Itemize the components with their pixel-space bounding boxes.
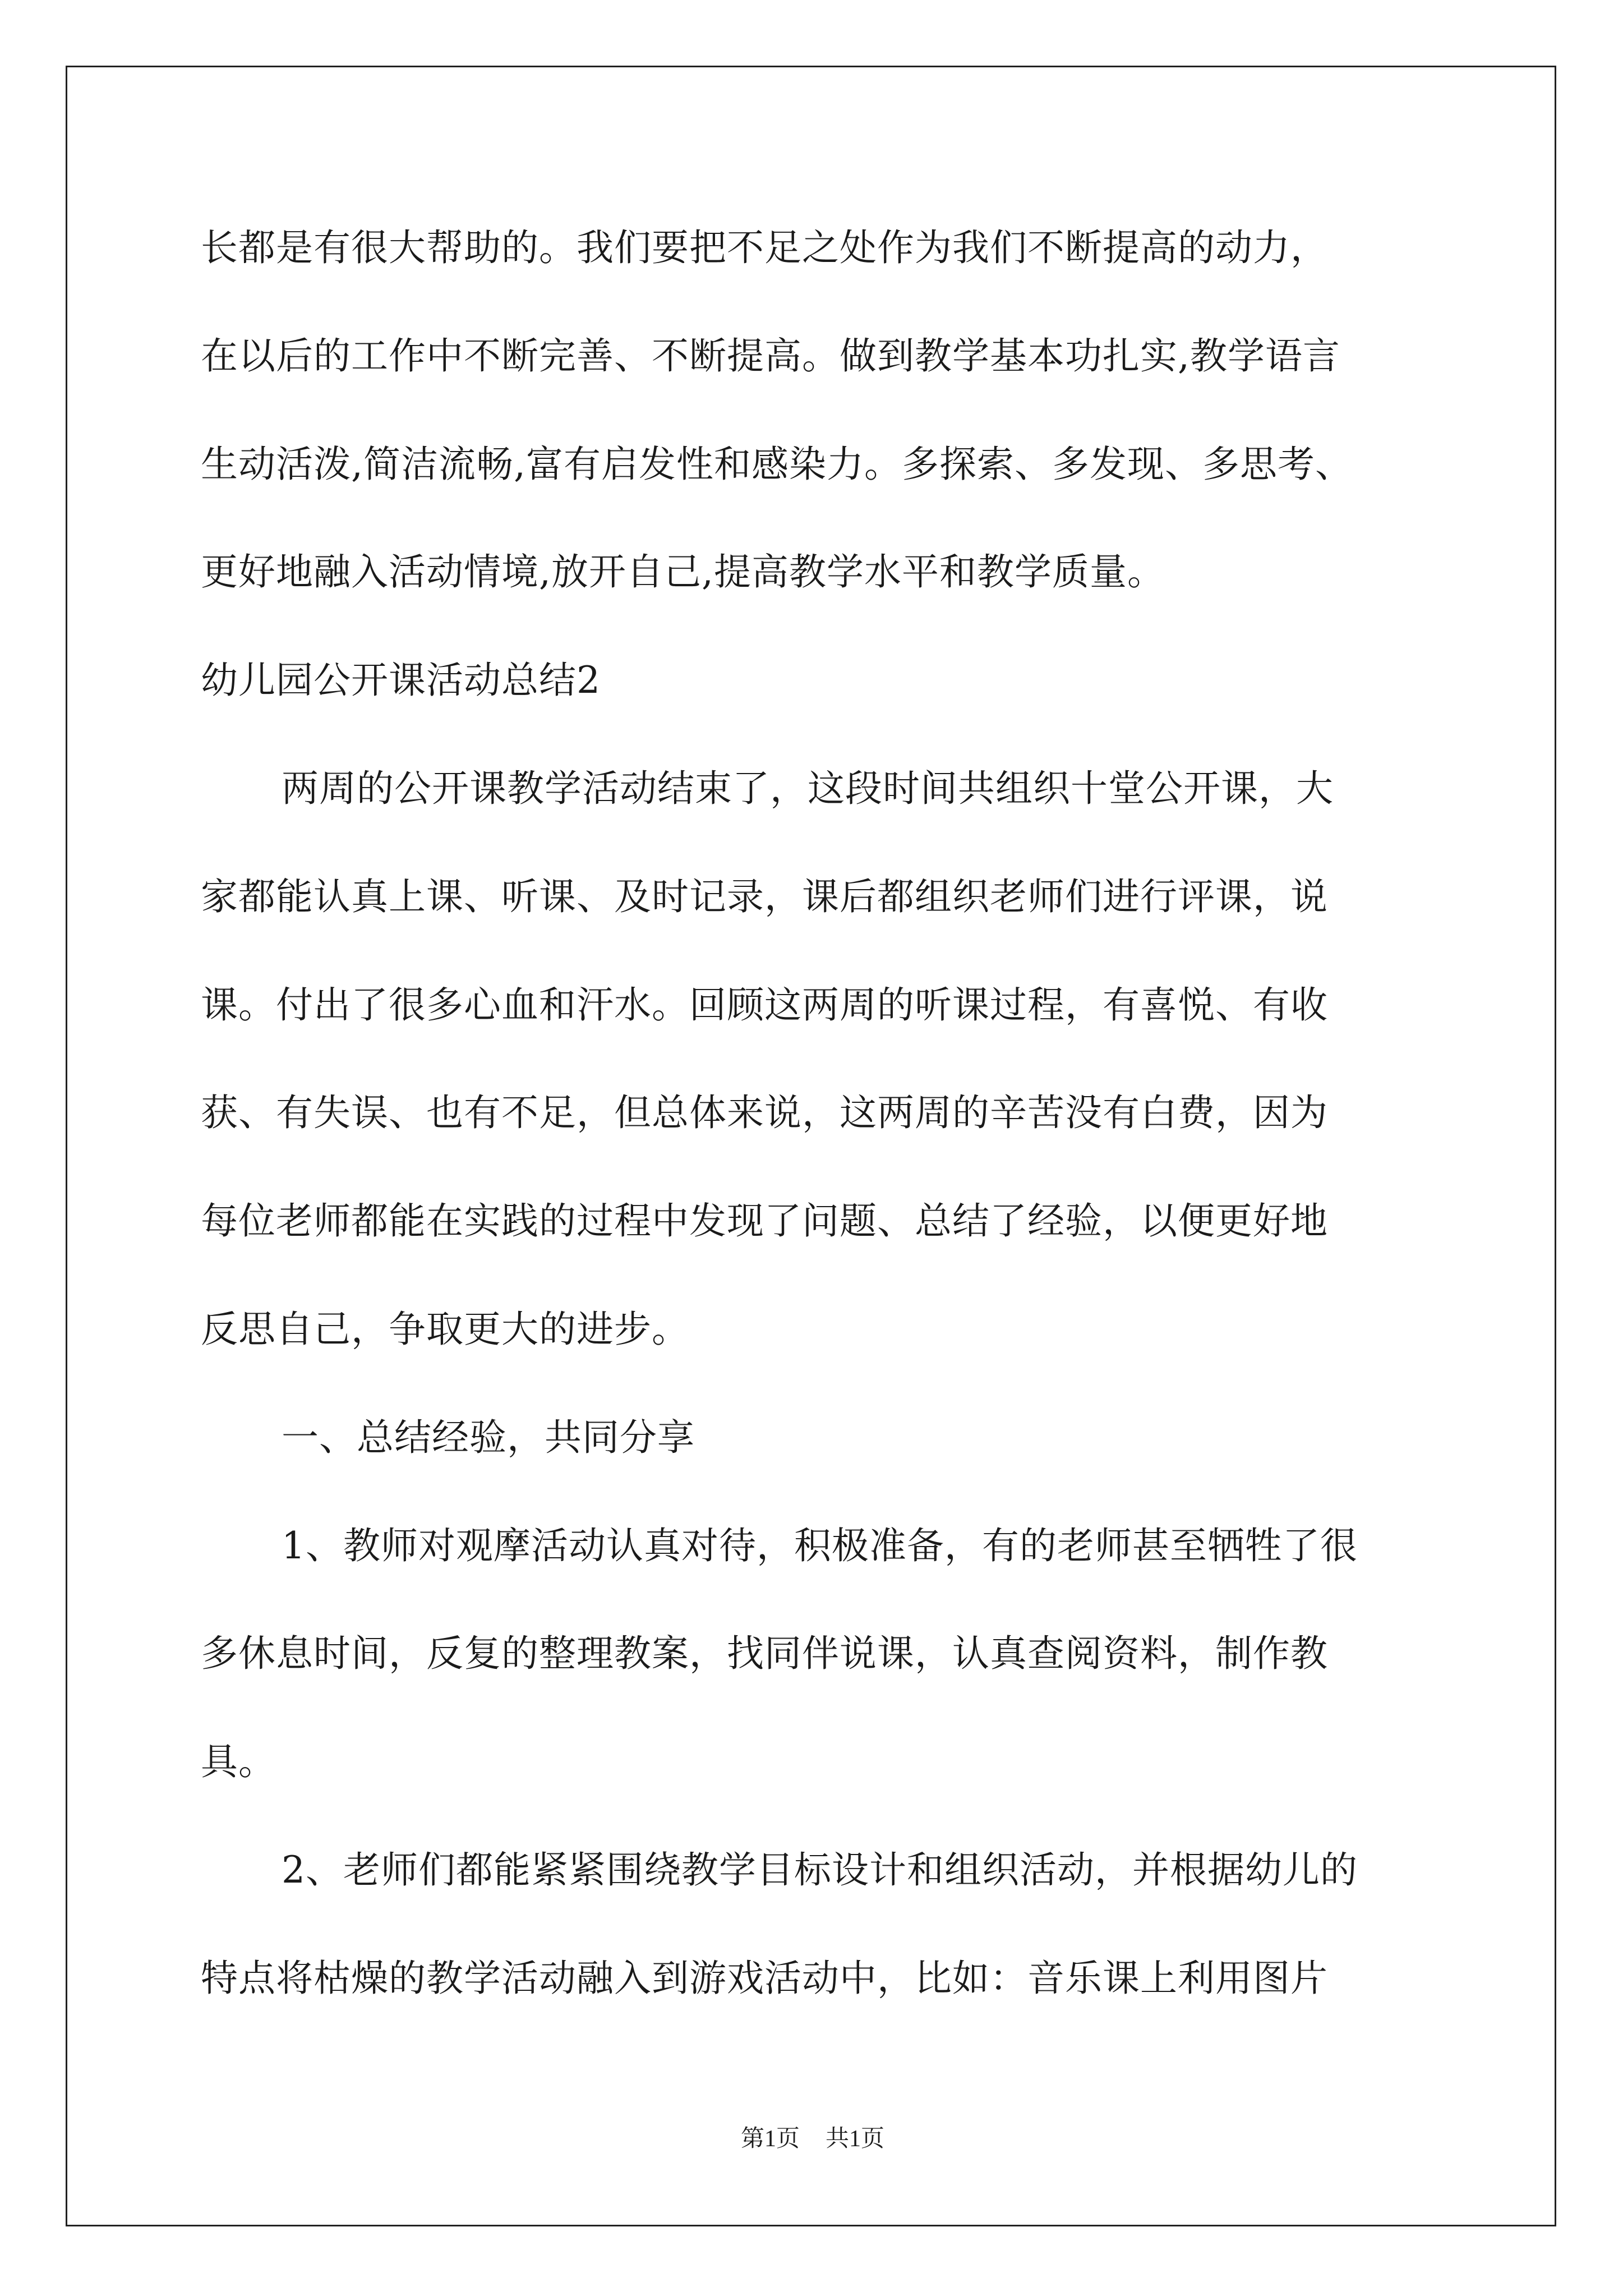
- page-number: 第1页: [740, 2126, 800, 2152]
- body-line: 特点将枯燥的教学活动融入到游戏活动中，比如：音乐课上利用图片: [201, 1957, 1328, 2000]
- body-line: 两周的公开课教学活动结束了，这段时间共组织十堂公开课，大: [282, 767, 1334, 810]
- body-line: 1、教师对观摩活动认真对待，积极准备，有的老师甚至牺牲了很: [282, 1524, 1358, 1567]
- page-total: 共1页: [826, 2126, 885, 2152]
- body-line: 课。付出了很多心血和汗水。回顾这两周的听课过程，有喜悦、有收: [201, 983, 1328, 1027]
- body-line: 生动活泼,简洁流畅,富有启发性和感染力。多探索、多发现、多思考、: [201, 443, 1353, 486]
- body-line: 反思自己，争取更大的进步。: [201, 1308, 689, 1351]
- subsection-heading: 一、总结经验，共同分享: [282, 1416, 695, 1459]
- document-body: [67, 67, 1558, 2228]
- body-line: 多休息时间，反复的整理教案，找同伴说课，认真查阅资料，制作教: [201, 1632, 1328, 1675]
- body-line: 更好地融入活动情境,放开自己,提高教学水平和教学质量。: [201, 550, 1165, 593]
- page-frame: [66, 66, 1556, 2226]
- body-line: 长都是有很大帮助的。我们要把不足之处作为我们不断提高的动力，: [201, 226, 1328, 269]
- body-line: 具。: [201, 1740, 276, 1783]
- body-line: 2、老师们都能紧紧围绕教学目标设计和组织活动，并根据幼儿的: [282, 1848, 1358, 1892]
- page-footer: [67, 2125, 1558, 2153]
- body-line: 家都能认真上课、听课、及时记录，课后都组织老师们进行评课，说: [201, 875, 1328, 918]
- body-line: 每位老师都能在实践的过程中发现了问题、总结了经验，以便更好地: [201, 1199, 1328, 1243]
- body-line: 在以后的工作中不断完善、不断提高。做到教学基本功扎实,教学语言: [201, 334, 1340, 378]
- section-heading: 幼儿园公开课活动总结2: [201, 659, 601, 702]
- body-line: 获、有失误、也有不足，但总体来说，这两周的辛苦没有白费，因为: [201, 1091, 1328, 1134]
